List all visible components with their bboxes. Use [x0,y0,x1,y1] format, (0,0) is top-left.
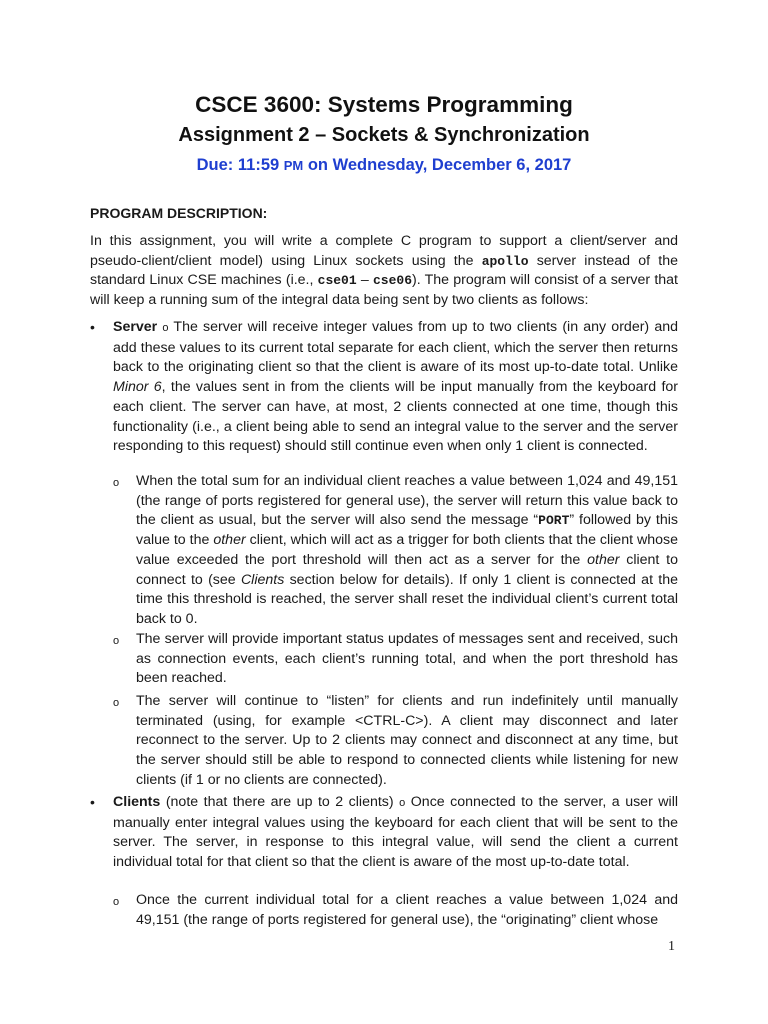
server-sub-paragraph-1 [136,472,678,630]
code-cse06: cse06 [372,273,412,289]
due-pm: PM [283,158,304,173]
sub1-text-3: client, which will act as a trigger for both clients that the client whose value exceeded the port threshold will then act as a server for the [136,532,678,568]
circle-marker: o [399,797,406,809]
bullet-marker: • [90,319,95,335]
other-emphasis-2: other [587,551,620,568]
sub1-text-2: ” followed by this value to the [136,512,679,549]
circle-marker: o [162,322,169,334]
due-suffix: on Wednesday, December 6, 2017 [303,156,572,174]
server-text-2: , the values sent in from the clients will be input manually from the keyboard for each client. The server can have, at most, 2 clients connected at one time, though this functionality (i.e., a client being able to send an integral value to the server and the server responding to this request) should still continue even when only 1 client is connected. [113,379,679,455]
sub-bullet-marker: o [113,477,120,489]
section-heading: PROGRAM DESCRIPTION: [90,205,268,221]
code-cse01: cse01 [317,273,357,289]
clients-label: Clients [113,794,161,810]
clients-text-1: (note that there are up to 2 clients) [160,794,400,810]
clients-sub-paragraph-1: Once the current individual total for a client reaches a value between 1,024 and 49,151 (the range of ports registered for general use), the “originating” client whose [136,892,678,928]
other-emphasis-1: other [213,532,246,549]
sub-bullet-marker: o [113,896,120,908]
sub1-text-4: client to connect to (see [136,551,678,588]
intro-text-1: In this assignment, you will write a complete C program to support a client/server and pseudo-client/client model) using Linux sockets using the [90,233,678,269]
sub1-text-5: section below for details). If only 1 client is connected at the time this threshold is reached, the server shall reset the individual client’s current total back to 0. [136,571,678,627]
intro-text-3: ). The program will consist of a server that will keep a running sum of the integral data being sent by two clients as follows: [90,272,678,309]
clients-text-2: Once connected to the server, a user will manually enter integral values using the keyboard for each client that will be sent to the server. The server, in response to this integral value, will send the client a current individual total for that client so that the client is aware of the most up-to-date total. [113,794,678,871]
page-number: 1 [668,939,675,954]
intro-text-2: server instead of the standard Linux CSE machines (i.e., [90,252,678,289]
code-apollo: apollo [481,253,529,269]
clients-emphasis: Clients [240,571,285,588]
bullet-marker: • [90,794,95,810]
intro-paragraph [90,232,678,311]
server-text-1: The server will receive integer values from up to two clients (in any order) and add these values to its current total separate for each client, which the server then returns back to the originating client so that the client is aware of its most up-to-date total. Unlike [113,319,679,376]
course-title: CSCE 3600: Systems Programming [195,92,573,117]
intro-dash: – [356,272,373,289]
sub-bullet-marker: o [113,635,120,647]
server-label: Server [113,319,158,335]
clients-paragraph [113,793,678,873]
sub-bullet-marker: o [113,697,120,709]
server-sub-paragraph-2: The server will provide important status updates of messages sent and received, such as connection events, each client’s running total, and when the port threshold has been reached. [136,631,678,687]
due-date [0,156,768,175]
due-prefix: Due: 11:59 [196,156,284,174]
assignment-title: Assignment 2 – Sockets & Synchronization [178,124,590,146]
server-sub-paragraph-3: The server will continue to “listen” for clients and run indefinitely until manually terminated (using, for example <CTRL-C>). A client may disconnect and later reconnect to the server. Up to 2 clients may connect and disconnect at any time, but the server should still be able to respond to connected clients while listening for new clients (if 1 or no clients are connected). [136,693,678,788]
sub1-text-1: When the total sum for an individual client reaches a value between 1,024 and 49,151 (the range of ports registered for general use), the server will return this value back to the client as usual, but the server will also send the message “ [136,473,678,529]
minor-6-emphasis: Minor 6 [113,379,162,396]
code-port: PORT [538,513,570,529]
server-paragraph [113,318,678,457]
